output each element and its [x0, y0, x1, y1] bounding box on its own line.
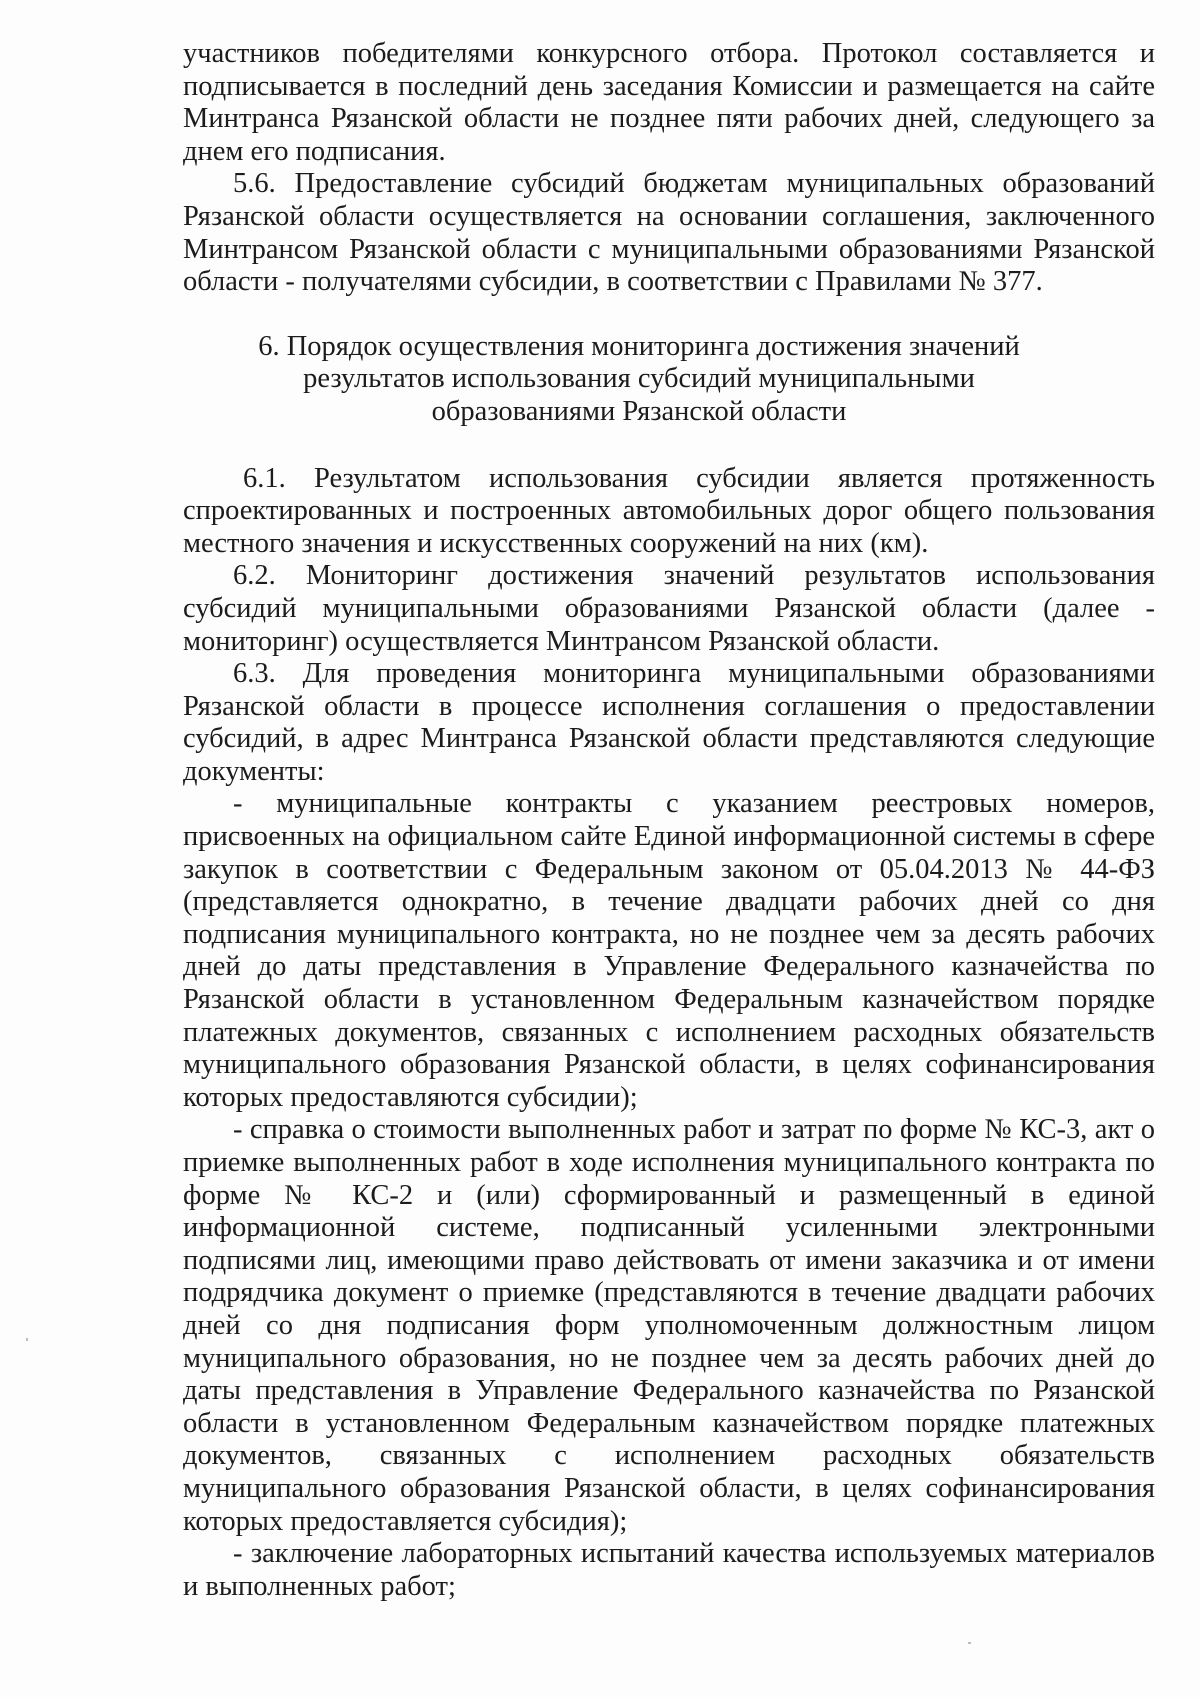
paragraph-continuation: участников победителями конкурсного отбора. Протокол составляется и подписывается в последний день заседания Комиссии и размещается на сайте Минтранса Рязанской области не позднее пяти рабочих дней, следующего за днем его подписания. [183, 38, 1155, 167]
paragraph-6-3: 6.3. Для проведения мониторинга муниципальными образованиями Рязанской области в процессе исполнения соглашения о предоставлении субсидий, в адрес Минтранса Рязанской области представляются следующие документы: [183, 658, 1155, 787]
list-item-contracts: - муниципальные контракты с указанием реестровых номеров, присвоенных на официальном сайте Единой информационной системы в сфере закупок в соответствии с Федеральным законом от 05.04.2013 № 44-ФЗ (представляется однократно, в течение двадцати рабочих дней со дня подписания муниципального контракта, но не позднее чем за десять рабочих дней до даты представления в Управление Федерального казначейства по Рязанской области в установленном Федеральным казначейством порядке платежных документов, связанных с исполнением расходных обязательств муниципального образования Рязанской области, в целях софинансирования которых предоставляются субсидии); [183, 788, 1155, 1113]
section-heading-line-1: 6. Порядок осуществления мониторинга достижения значений [258, 330, 1020, 362]
list-item-lab-tests: - заключение лабораторных испытаний качества используемых материалов и выполненных работ; [183, 1538, 1155, 1602]
scan-speck [968, 1642, 971, 1644]
paragraph-6-2: 6.2. Мониторинг достижения значений результатов использования субсидий муниципальными образованиями Рязанской области (далее - мониторинг) осуществляется Минтрансом Рязанской области. [183, 560, 1155, 657]
section-6-heading [183, 331, 1155, 429]
scan-speck [26, 1338, 28, 1341]
section-heading-line-3: образованиями Рязанской области [431, 395, 847, 427]
list-item-ks3-ks2: - справка о стоимости выполненных работ и затрат по форме № КС-3, акт о приемке выполненных работ в ходе исполнения муниципального контракта по форме № КС-2 и (или) сформированный и размещенный в единой информационной системе, подписанный усиленными электронными подписями лиц, имеющими право действовать от имени заказчика и от имени подрядчика документ о приемке (представляются в течение двадцати рабочих дней со дня подписания форм уполномоченным должностным лицом муниципального образования, но не позднее чем за десять рабочих дней до даты представления в Управление Федерального казначейства по Рязанской области в установленном Федеральным казначейством порядке платежных документов, связанных с исполнением расходных обязательств муниципального образования Рязанской области, в целях софинансирования которых предоставляется субсидия); [183, 1114, 1155, 1537]
document-body [183, 38, 1155, 1603]
section-heading-line-2: результатов использования субсидий муниципальными [303, 363, 975, 395]
paragraph-5-6: 5.6. Предоставление субсидий бюджетам муниципальных образований Рязанской области осуществляется на основании соглашения, заключенного Минтрансом Рязанской области с муниципальными образованиями Рязанской области - получателями субсидии, в соответствии с Правилами № 377. [183, 168, 1155, 298]
paragraph-6-1: 6.1. Результатом использования субсидии является протяженность спроектированных и построенных автомобильных дорог общего пользования местного значения и искусственных сооружений на них (км). [183, 462, 1155, 559]
